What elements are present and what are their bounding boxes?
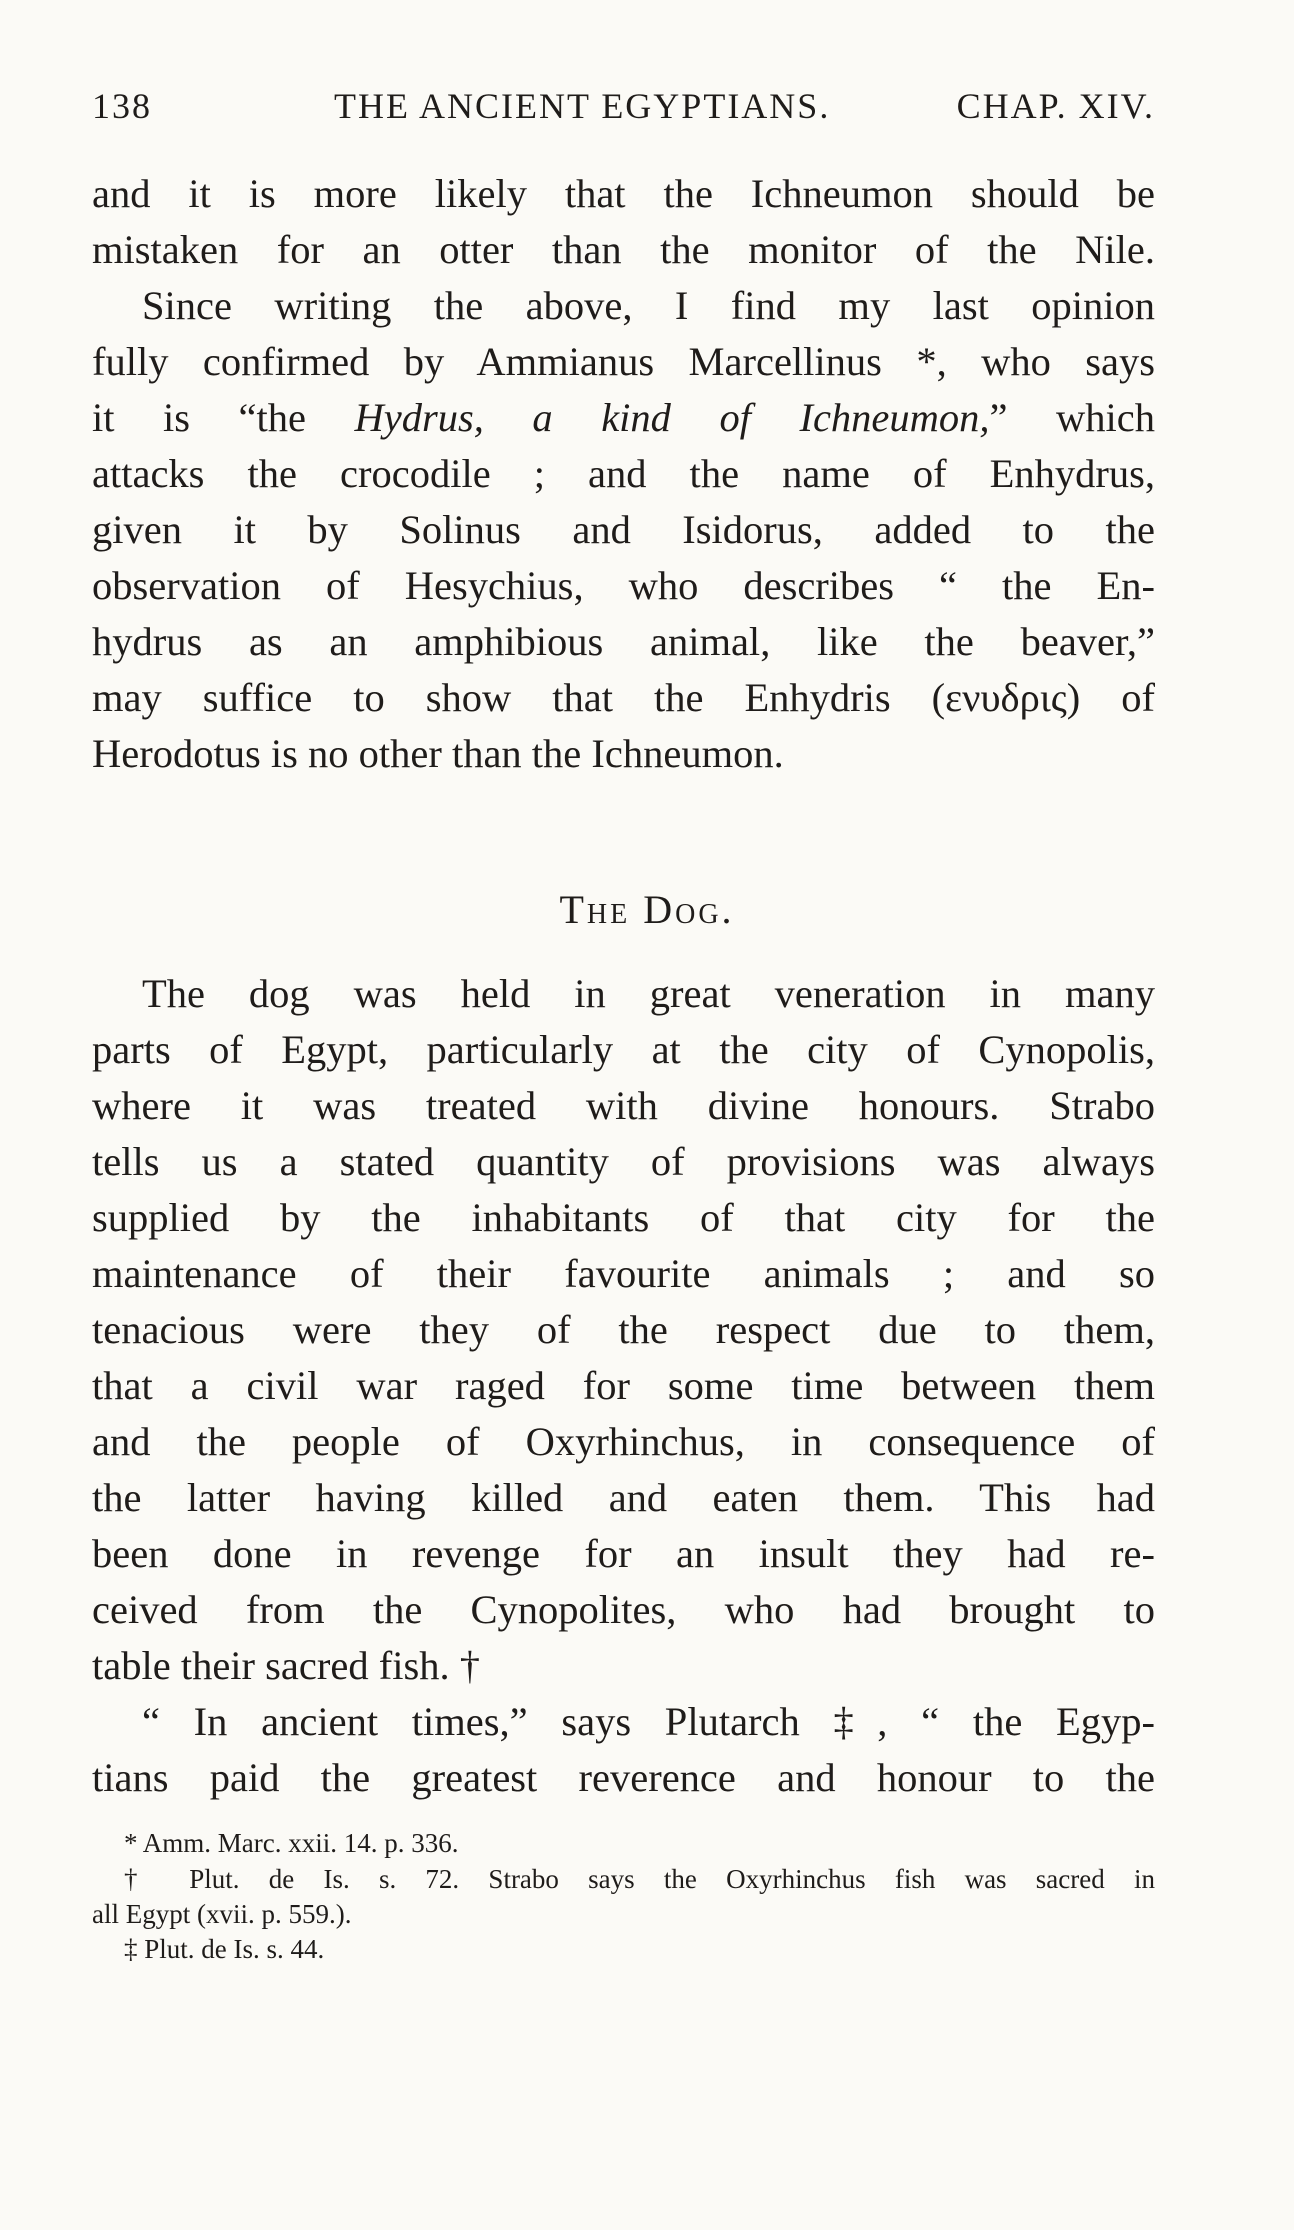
text-line: that a civil war raged for some time between them [92,1363,1155,1408]
page-number: 138 [92,86,152,126]
text-line: and the people of Oxyrhinchus, in consequence of [92,1419,1155,1464]
text-line: tells us a stated quantity of provisions was always [92,1139,1155,1184]
text-line: fully confirmed by Ammianus Marcellinus *, who says [92,339,1155,384]
text-line: mistaken for an otter than the monitor of the Nile. [92,227,1155,272]
footnote: * Amm. Marc. xxii. 14. p. 336. [124,1828,459,1858]
chapter-label: CHAP. XIV. [956,86,1155,126]
section-heading: The Dog. [559,887,735,932]
text-line: observation of Hesychius, who describes “ the En- [92,563,1155,608]
text-line: ceived from the Cynopolites, who had brought to [92,1587,1155,1632]
text-line: parts of Egypt, particularly at the city of Cynopolis, [92,1027,1155,1072]
text-line: “ In ancient times,” says Plutarch ‡, “ the Egyp- [142,1699,1155,1744]
running-head [92,85,1155,135]
footnote-continuation: all Egypt (xvii. p. 559.). [92,1899,352,1929]
text-line: where it was treated with divine honours. Strabo [92,1083,1155,1128]
text-line: supplied by the inhabitants of that city for the [92,1195,1155,1240]
text-line: The dog was held in great veneration in many [142,971,1155,1016]
italic-quote: Hydrus, a kind of Ichneumon, [354,395,990,440]
text-line: and it is more likely that the Ichneumon should be [92,171,1155,216]
text-line-with-quote [92,395,1156,440]
text-line: been done in revenge for an insult they had re- [92,1531,1155,1576]
text-segment: ” which [989,395,1156,440]
text-line: maintenance of their favourite animals ; and so [92,1251,1155,1296]
text-line: given it by Solinus and Isidorus, added to the [92,507,1155,552]
text-line: attacks the crocodile ; and the name of Enhydrus, [92,451,1155,496]
text-line: Herodotus is no other than the Ichneumon. [92,731,784,776]
running-title: THE ANCIENT EGYPTIANS. [334,86,831,126]
text-line: table their sacred fish. † [92,1643,480,1688]
text-line: tenacious were they of the respect due to them, [92,1307,1155,1352]
text-line: Since writing the above, I find my last opinion [142,283,1155,328]
footnote: ‡ Plut. de Is. s. 44. [124,1934,325,1964]
text-line: may suffice to show that the Enhydris (ενυδρις) of [92,675,1155,720]
text-line: the latter having killed and eaten them. This had [92,1475,1155,1520]
footnote: † Plut. de Is. s. 72. Strabo says the Oxyrhinchus fish was sacred in [124,1864,1155,1894]
text-segment: it is “the [92,395,307,440]
text-line: hydrus as an amphibious animal, like the beaver,” [92,619,1155,664]
text-line: tians paid the greatest reverence and honour to the [92,1755,1155,1800]
